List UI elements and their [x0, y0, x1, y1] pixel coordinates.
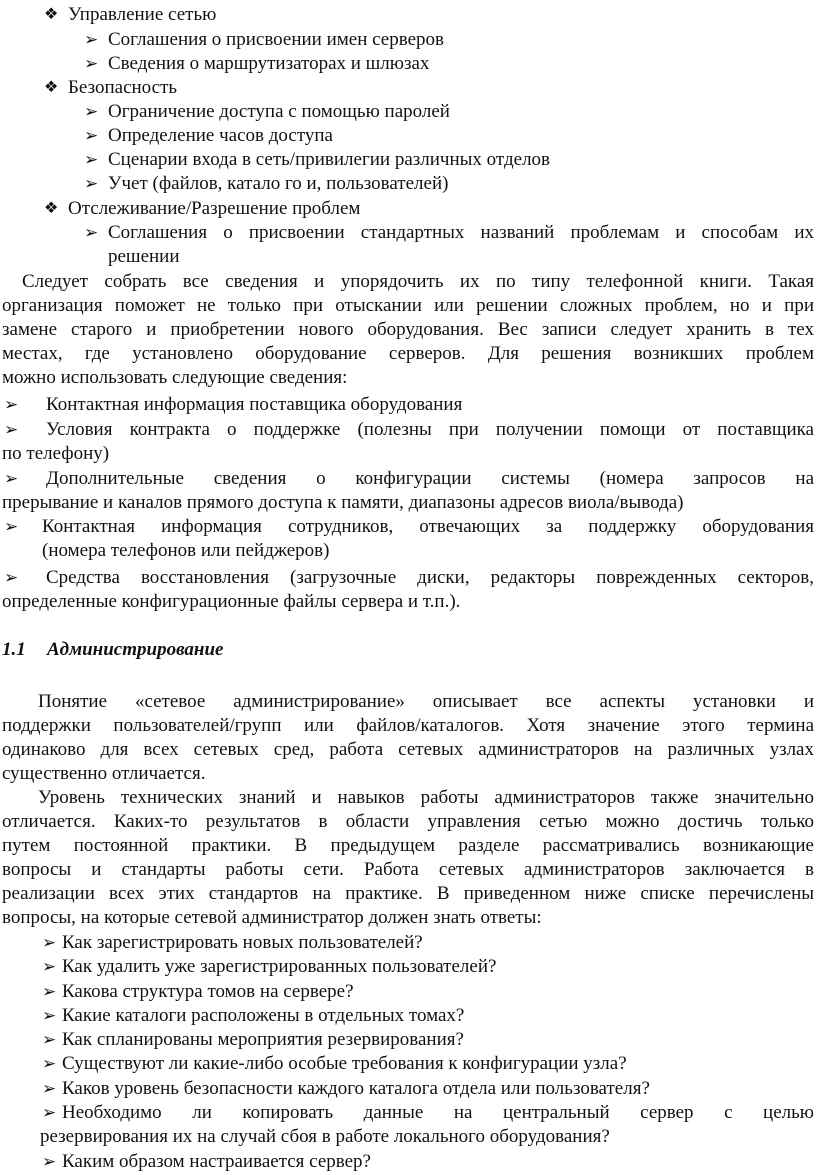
info-list-item: Дополнительные сведения о конфигурации системы (номера запросов на: [46, 468, 814, 489]
diamond-bullet-icon: ❖: [44, 79, 59, 96]
question-item: Как удалить уже зарегистрированных пользователей?: [62, 956, 497, 977]
arrow-bullet-icon: ➢: [42, 1152, 57, 1171]
arrow-bullet-icon: ➢: [42, 1079, 57, 1098]
paragraph-line: Понятие «сетевое администрирование» описывает все аспекты установки и: [38, 691, 814, 712]
question-item: Существуют ли какие-либо особые требования к конфигурации узла?: [62, 1053, 627, 1074]
arrow-bullet-icon: ➢: [4, 420, 19, 439]
outline-heading: Безопасность: [68, 77, 178, 98]
outline-item: Сведения о маршрутизаторах и шлюзах: [108, 53, 430, 74]
outline-item: Ограничение доступа с помощью паролей: [108, 101, 450, 122]
outline-item: Учет (файлов, катало го и, пользователей): [108, 173, 449, 194]
question-item: Какова структура томов на сервере?: [62, 981, 354, 1002]
paragraph-line: одинаково для всех сетевых сред, работа сетевых администраторов на различных узлах: [2, 739, 814, 760]
question-item-continuation: резервирования их на случай сбоя в работе локального оборудования?: [40, 1126, 610, 1147]
question-item: Каков уровень безопасности каждого каталога отдела или пользователя?: [62, 1078, 650, 1099]
arrow-bullet-icon: ➢: [4, 469, 19, 488]
info-list-item: Контактная информация поставщика оборудования: [46, 394, 463, 415]
arrow-bullet-icon: ➢: [42, 1054, 57, 1073]
paragraph-line: путем постоянной практики. В предыдущем разделе рассматривались возникающие: [2, 835, 814, 856]
paragraph-line: замене старого и приобретении нового оборудования. Вес записи следует хранить в тех: [2, 319, 814, 340]
info-list-item-continuation: прерывание и каналов прямого доступа к памяти, диапазоны адресов виола/вывода): [2, 492, 684, 513]
question-item: Каким образом настраивается сервер?: [62, 1151, 371, 1172]
paragraph-line: Следует собрать все сведения и упорядочить их по типу телефонной книги. Такая: [22, 271, 814, 292]
info-list-item: Условия контракта о поддержке (полезны при получении помощи от поставщика: [46, 419, 814, 440]
question-item: Какие каталоги расположены в отдельных томах?: [62, 1005, 465, 1026]
arrow-bullet-icon: ➢: [84, 223, 99, 242]
arrow-bullet-icon: ➢: [4, 395, 19, 414]
arrow-bullet-icon: ➢: [84, 126, 99, 145]
arrow-bullet-icon: ➢: [84, 102, 99, 121]
arrow-bullet-icon: ➢: [42, 933, 57, 952]
paragraph-line: вопросы, на которые сетевой администратор должен знать ответы:: [2, 907, 542, 928]
paragraph-line: можно использовать следующие сведения:: [2, 367, 348, 388]
arrow-bullet-icon: ➢: [42, 957, 57, 976]
paragraph-line: отличается. Каких-то результатов в области управления сетью можно достичь только: [2, 811, 814, 832]
paragraph-line: организация поможет не только при отыскании или решении сложных проблем, но и при: [2, 295, 814, 316]
arrow-bullet-icon: ➢: [84, 30, 99, 49]
arrow-bullet-icon: ➢: [4, 568, 19, 587]
question-item: Необходимо ли копировать данные на центральный сервер с целью: [62, 1102, 814, 1123]
paragraph-line: существенно отличается.: [2, 763, 206, 784]
diamond-bullet-icon: ❖: [44, 6, 59, 23]
info-list-item-continuation: определенные конфигурационные файлы сервера и т.п.).: [2, 591, 461, 612]
arrow-bullet-icon: ➢: [42, 1006, 57, 1025]
arrow-bullet-icon: ➢: [84, 174, 99, 193]
arrow-bullet-icon: ➢: [42, 1030, 57, 1049]
section-number: 1.1: [2, 639, 26, 660]
arrow-bullet-icon: ➢: [42, 1103, 57, 1122]
info-list-item-continuation: (номера телефонов или пейджеров): [42, 540, 330, 561]
paragraph-line: вопросы и стандарты работы сети. Работа сетевых администраторов заключается в: [2, 859, 814, 880]
diamond-bullet-icon: ❖: [44, 200, 59, 217]
arrow-bullet-icon: ➢: [84, 150, 99, 169]
question-item: Как зарегистрировать новых пользователей?: [62, 932, 423, 953]
outline-item: Соглашения о присвоении стандартных названий проблемам и способам их: [108, 222, 814, 243]
section-title: Администрирование: [47, 639, 224, 660]
outline-item-continuation: решении: [108, 246, 180, 267]
arrow-bullet-icon: ➢: [84, 54, 99, 73]
info-list-item: Средства восстановления (загрузочные диски, редакторы поврежденных секторов,: [46, 567, 814, 588]
outline-item: Определение часов доступа: [108, 125, 333, 146]
arrow-bullet-icon: ➢: [42, 982, 57, 1001]
paragraph-line: поддержки пользователей/групп или файлов/каталогов. Хотя значение этого термина: [2, 715, 814, 736]
outline-item: Сценарии входа в сеть/привилегии различных отделов: [108, 149, 551, 170]
outline-item: Соглашения о присвоении имен серверов: [108, 29, 444, 50]
info-list-item-continuation: по телефону): [2, 443, 110, 464]
info-list-item: Контактная информация сотрудников, отвечающих за поддержку оборудования: [42, 516, 814, 537]
outline-heading: Управление сетью: [68, 4, 217, 25]
paragraph-line: реализации всех этих стандартов на практике. В приведенном ниже списке перечислены: [2, 883, 814, 904]
paragraph-line: местах, где установлено оборудование серверов. Для решения возникших проблем: [2, 343, 814, 364]
outline-heading: Отслеживание/Разрешение проблем: [68, 198, 361, 219]
arrow-bullet-icon: ➢: [4, 517, 19, 536]
question-item: Как спланированы мероприятия резервирования?: [62, 1029, 464, 1050]
paragraph-line: Уровень технических знаний и навыков работы администраторов также значительно: [38, 787, 814, 808]
